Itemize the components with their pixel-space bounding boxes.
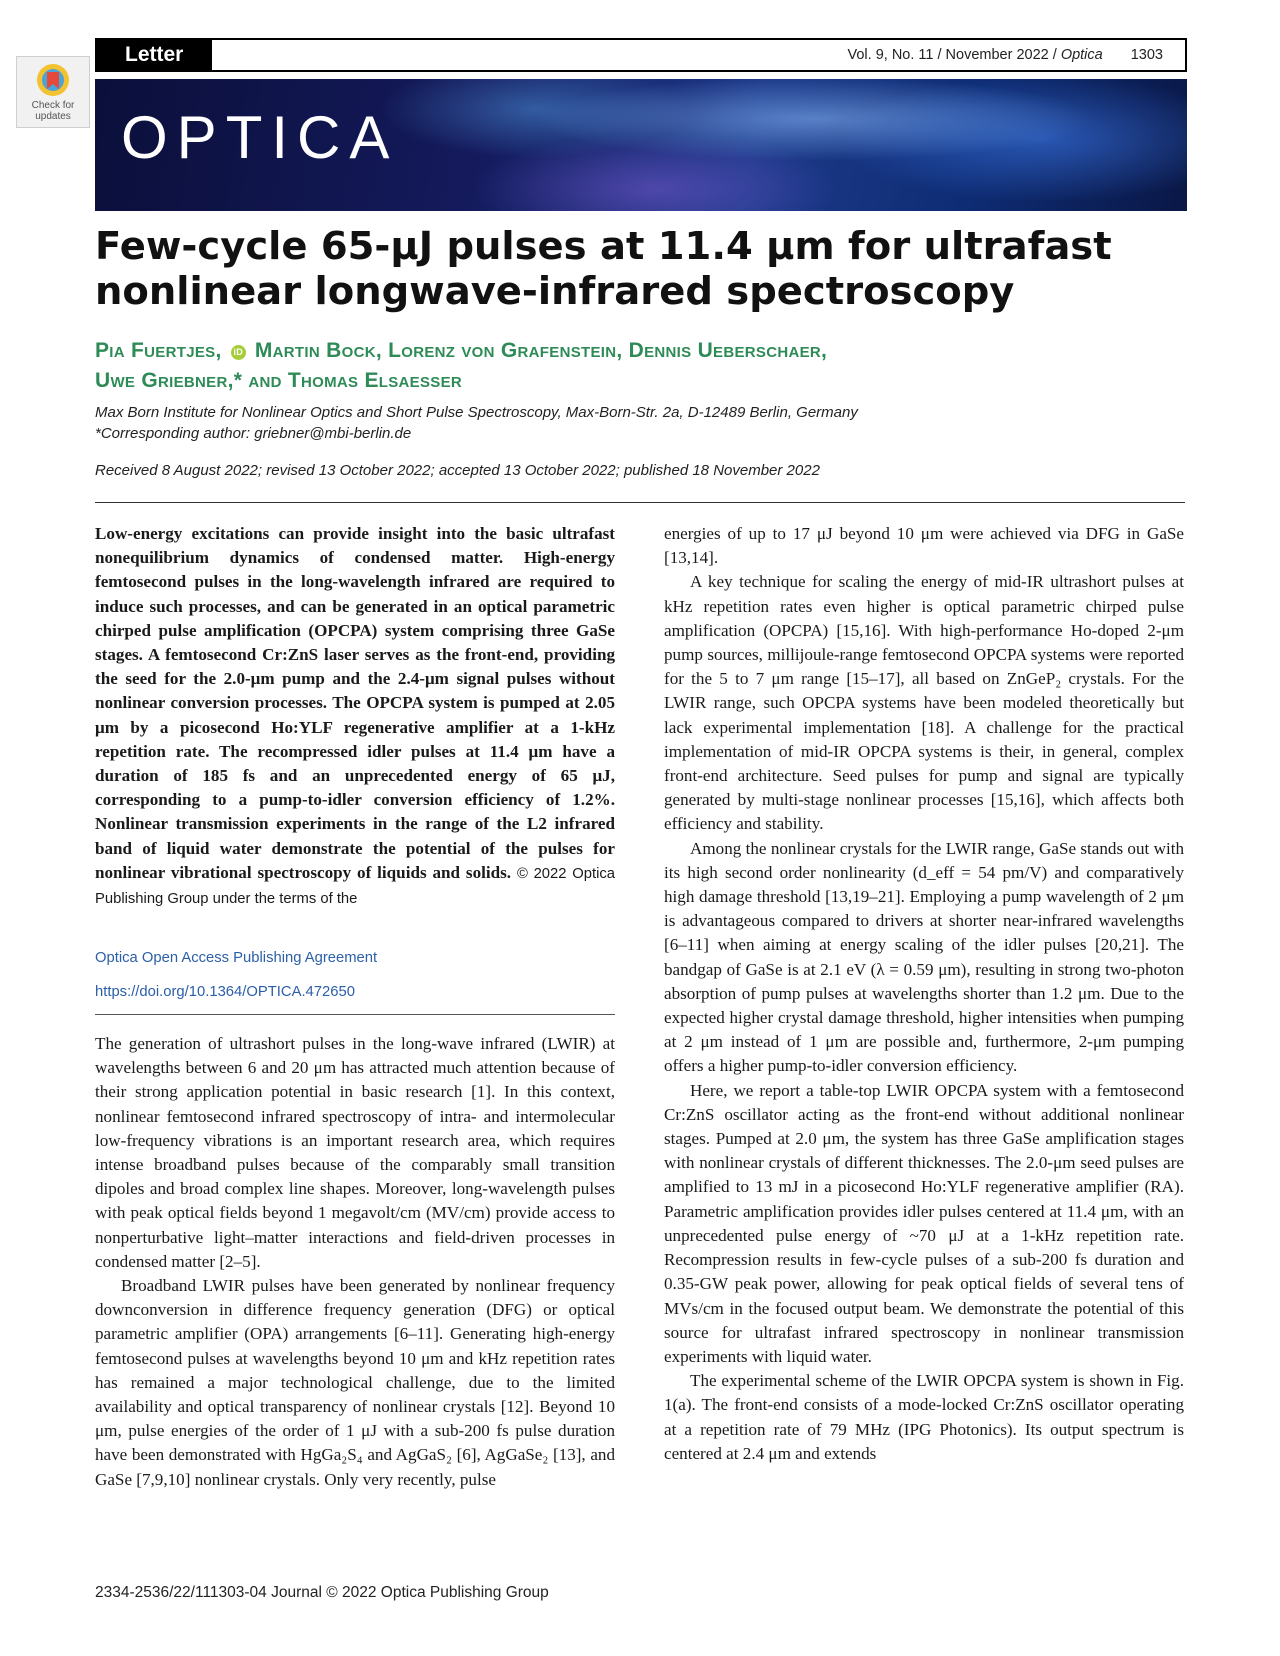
crossmark-icon (35, 62, 71, 98)
copyright-notice: © 2022 Optica Publishing Group under the terms of the (95, 865, 615, 908)
paragraph: A key technique for scaling the energy of mid-IR ultrashort pulses at kHz repetition rates even higher is optical parametric chirped pulse amplification (OPCPA) [15,16]. With high-performance Ho-doped 2-μm pump sources, millijoule-range femtosecond OPCPA systems were reported for the 5 to 7 μm range [15–17], all based on ZnGeP₂ crystals. For the LWIR range, such OPCPA systems have been modeled theoretically but lack experimental implementation [18]. A challenge for the practical implementation of mid-IR OPCPA systems is their, in general, complex front-end architecture. Seed pulses for pump and signal are typically generated by multi-stage nonlinear processes [15,16], which affects both efficiency and stability. (664, 572, 1184, 834)
paragraph: energies of up to 17 μJ beyond 10 μm were achieved via DFG in GaSe [13,14]. (664, 524, 1184, 568)
section-label: Letter (97, 40, 212, 70)
affiliation-block (95, 402, 1175, 444)
open-access-link[interactable]: Optica Open Access Publishing Agreement (95, 950, 378, 966)
author-names: Martin Bock, Lorenz von Grafenstein, Dennis Ueberschaer, (254, 339, 828, 362)
orcid-icon[interactable]: iD (231, 345, 246, 360)
abstract (95, 522, 615, 911)
page-footer: 2334-2536/22/111303-04 Journal © 2022 Optica Publishing Group (95, 1584, 549, 1601)
author-name: Pia Fuertjes, (95, 339, 222, 362)
page-number: 1303 (1130, 47, 1163, 63)
paragraph: Broadband LWIR pulses have been generated by nonlinear frequency downconversion in difference frequency generation (DFG) or optical parametric amplifier (OPA) arrangements [6–11]. Generating high-energy femtosecond pulses at wavelengths beyond 10 μm and kHz repetition rates has remained a major technological challenge, due to the limited availability and optical transparency of nonlinear crystals [12]. Beyond 10 μm, pulse energies of the order of 1 μJ with a sub-200 fs pulse duration have been demonstrated with HgGa₂S₄ and AgGaS₂ [6], AgGaSe₂ [13], and GaSe [7,9,10] nonlinear crystals. Only very recently, pulse (95, 1276, 615, 1489)
paragraph: The generation of ultrashort pulses in the long-wave infrared (LWIR) at wavelengths between 6 and 20 μm has attracted much attention because of their strong application potential in basic research [1]. In this context, nonlinear femtosecond infrared spectroscopy of intra- and intermolecular low-frequency vibrations is an important research area, which requires intense broadband pulses because of the comparably small transition dipoles and broad complex line shapes. Moreover, long-wavelength pulses with peak optical fields beyond 1 megavolt/cm (MV/cm) provide access to nonperturbative light–matter interactions and field-driven processes in condensed matter [2–5]. (95, 1034, 615, 1271)
journal-header (95, 38, 1187, 72)
journal-banner (95, 79, 1187, 211)
body-column-left (95, 1032, 615, 1492)
abstract-text: Low-energy excitations can provide insight into the basic ultrafast nonequilibrium dynamics of condensed matter. High-energy femtosecond pulses in the long-wavelength infrared are required to induce such processes, and can be generated in an optical parametric chirped pulse amplification (OPCPA) system comprising three GaSe stages. A femtosecond Cr:ZnS laser serves as the front-end, providing the seed for the 2.0-μm pump and the 2.4-μm signal pulses without nonlinear conversion processes. The OPCPA system is pumped at 2.05 μm by a picosecond Ho:YLF regenerative amplifier at a 1-kHz repetition rate. The recompressed idler pulses at 11.4 μm have a duration of 185 fs and an unprecedented energy of 65 μJ, corresponding to a pump-to-idler conversion efficiency of 1.2%. Nonlinear transmission experiments in the range of the L2 infrared band of liquid water demonstrate the potential of the pulses for nonlinear vibrational spectroscopy of liquids and solids. (95, 524, 615, 882)
body-column-right (664, 522, 1184, 1466)
journal-citation (847, 40, 1163, 70)
journal-logo: OPTICA (121, 104, 399, 171)
doi-link[interactable]: https://doi.org/10.1364/OPTICA.472650 (95, 984, 355, 1000)
journal-name: Optica (1060, 47, 1103, 63)
article-title: Few-cycle 65-μJ pulses at 11.4 μm for ultrafast nonlinear longwave-infrared spectroscopy (95, 224, 1112, 314)
paragraph: Here, we report a table-top LWIR OPCPA system with a femtosecond Cr:ZnS oscillator acting as the front-end without additional nonlinear stages. Pumped at 2.0 μm, the system has three GaSe amplification stages with nonlinear crystals of different thicknesses. The 2.0-μm seed pulses are amplified to 13 mJ in a picosecond Ho:YLF regenerative amplifier (RA). Parametric amplification provides idler pulses centered at 11.4 μm, with an unprecedented pulse energy of ~70 μJ at a 1-kHz repetition rate. Recompression results in few-cycle pulses of a sub-200 fs duration and 0.35-GW peak power, allowing for peak optical fields of several tens of MVs/cm in the focused output beam. We demonstrate the potential of this source for ultrafast infrared spectroscopy in nonlinear transmission experiments with liquid water. (664, 1080, 1184, 1366)
corresponding-author: *Corresponding author: griebner@mbi-berlin.de (95, 425, 412, 442)
author-list (95, 336, 1175, 396)
affiliation: Max Born Institute for Nonlinear Optics and Short Pulse Spectroscopy, Max-Born-Str. 2a, D-12489 Berlin, Germany (95, 404, 858, 421)
paragraph: The experimental scheme of the LWIR OPCPA system is shown in Fig. 1(a). The front-end consists of a mode-locked Cr:ZnS oscillator operating at a repetition rate of 79 MHz (IPG Photonics). Its output spectrum is centered at 2.4 μm and extends (664, 1371, 1184, 1463)
author-line-1 (95, 336, 1175, 366)
author-line-2: Uwe Griebner,* and Thomas Elsaesser (95, 369, 463, 392)
badge-label: Check for updates (31, 100, 75, 122)
paragraph: Among the nonlinear crystals for the LWIR range, GaSe stands out with its high second order nonlinearity (d_eff = 54 pm/V) and comparatively high damage threshold [13,19–21]. Employing a pump wavelength of 2 μm is advantageous compared to drivers at shorter near-infrared wavelengths [6–11] when aiming at energy scaling of the idler pulses [20,21]. The bandgap of GaSe is at 2.1 eV (λ = 0.59 μm), resulting in strong two-photon absorption of pump pulses at wavelengths shorter than 1.2 μm. Due to the expected higher crystal damage threshold, higher intensities when pumping at 2 μm instead of 1 μm are possible and, furthermore, 2-μm pumping offers a higher pump-to-idler conversion efficiency. (664, 838, 1184, 1076)
journal-volume: Vol. 9, No. 11 / November 2022 / (847, 47, 1061, 63)
divider (95, 502, 1185, 503)
publication-dates: Received 8 August 2022; revised 13 October 2022; accepted 13 October 2022; published 18 November 2022 (95, 462, 820, 479)
check-for-updates-badge[interactable] (16, 56, 90, 128)
divider (95, 1014, 615, 1015)
